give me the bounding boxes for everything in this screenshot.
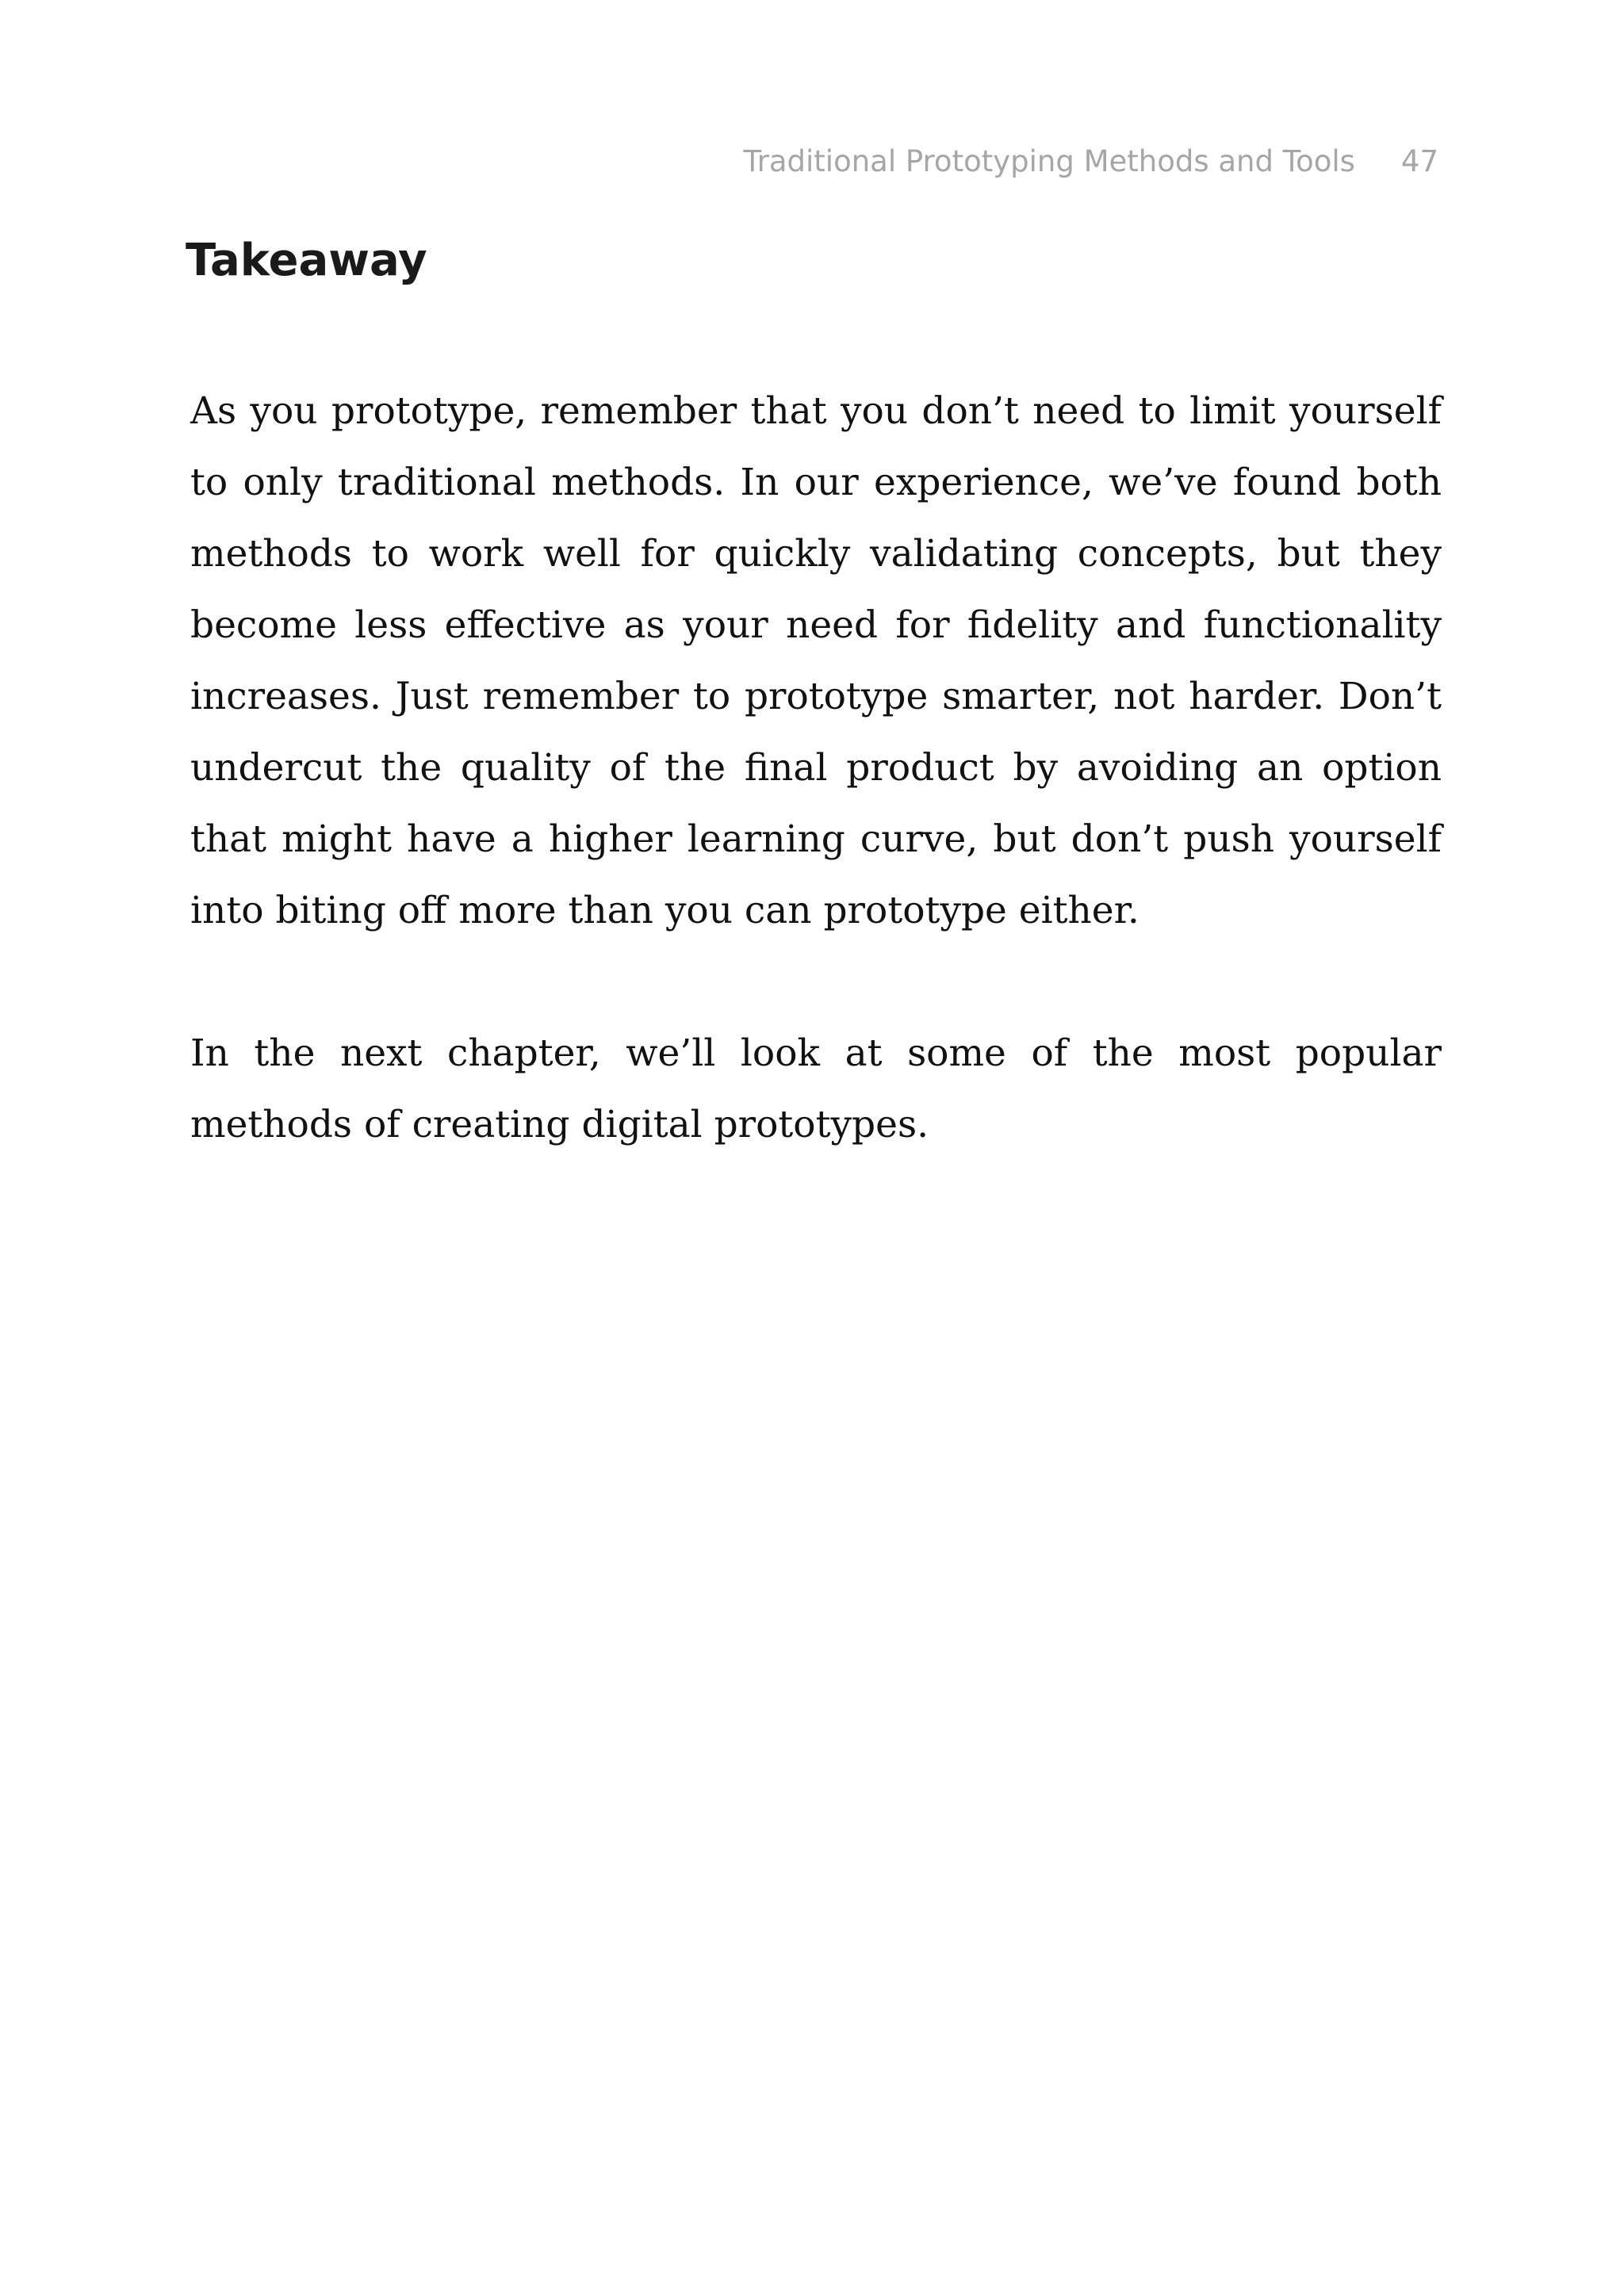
- running-title: Traditional Prototyping Methods and Tools: [743, 144, 1355, 178]
- section-heading: Takeaway: [186, 235, 427, 286]
- body-paragraph-2: In the next chapter, we’ll look at some of the most popular methods of creating digital prototypes.: [190, 1031, 1442, 1146]
- body-paragraph-1: As you prototype, remember that you don’t need to limit yourself to only traditional methods. In our experience, we’ve found both methods to work well for quickly validating concepts, but they become less effective as your need for fidelity and functionality increases. Just remember to prototype smarter, not harder. Don’t undercut the quality of the final product by avoiding an option that might have a higher learning curve, but don’t push yourself into biting off more than you can prototype either.: [190, 389, 1442, 932]
- running-header: [743, 144, 1438, 178]
- page-number: 47: [1400, 144, 1438, 178]
